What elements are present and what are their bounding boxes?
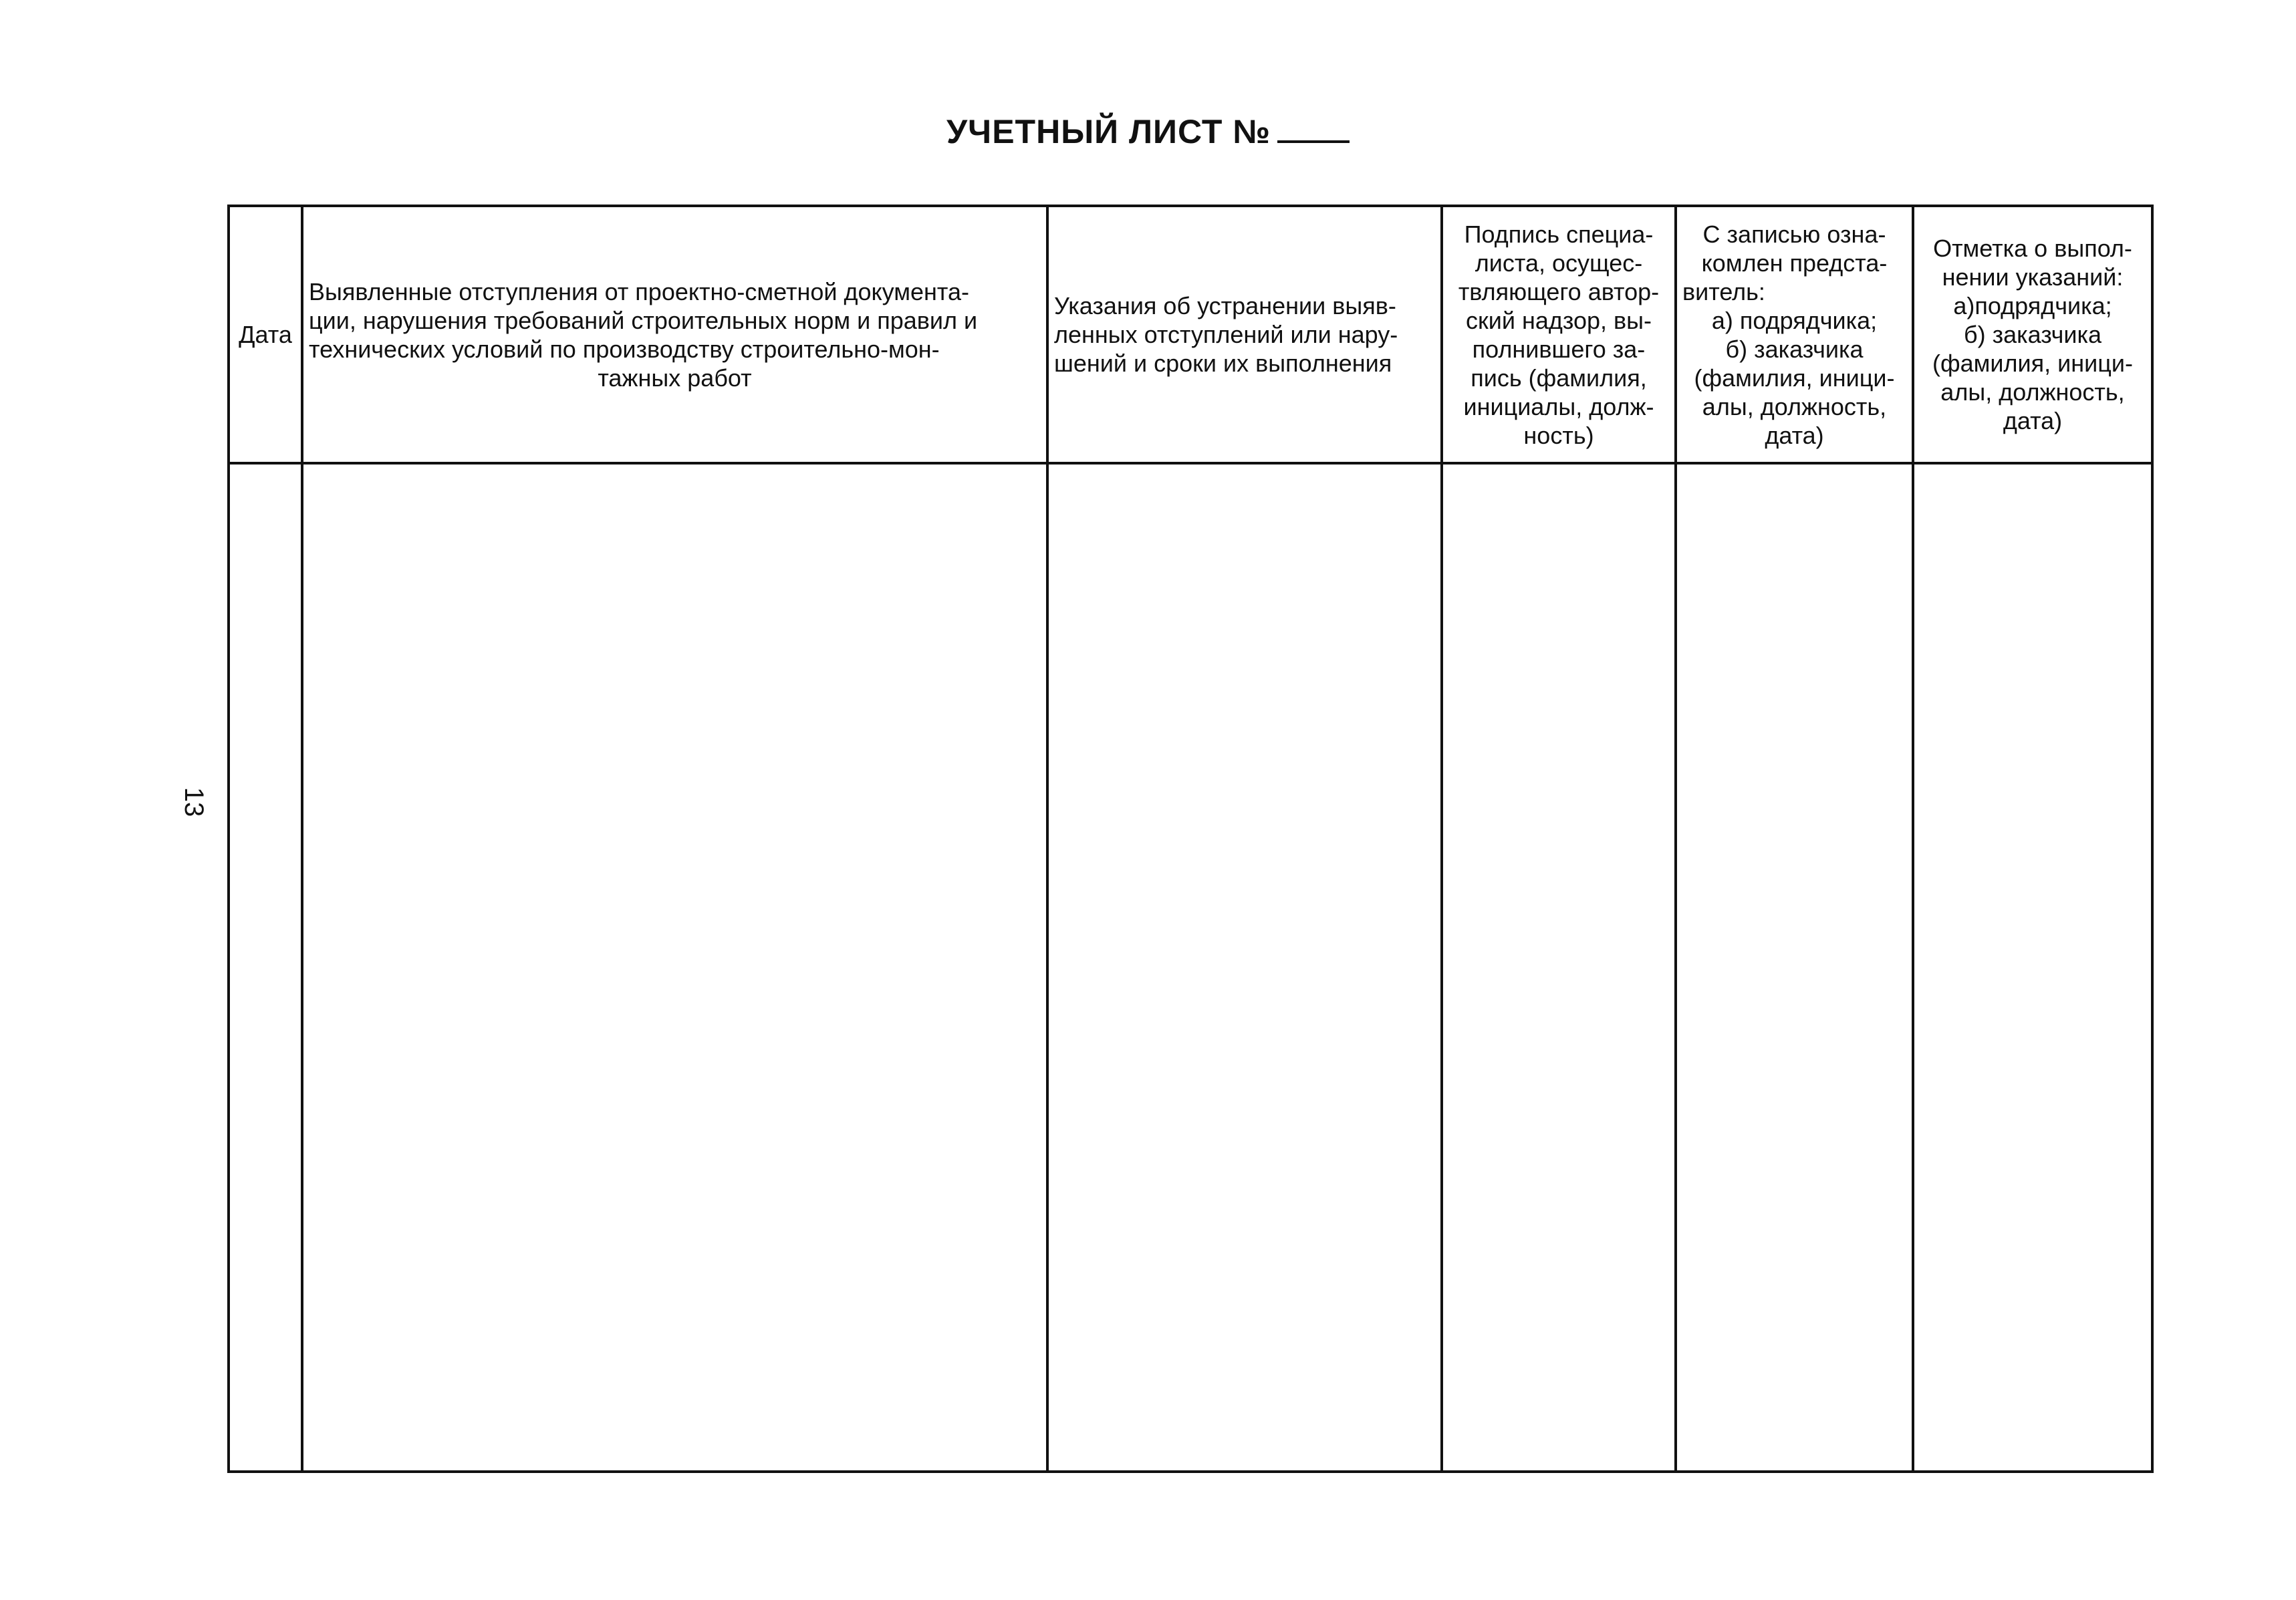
header-completion-line: а)подрядчика; xyxy=(1953,292,2112,319)
header-completion-line: б) заказчика xyxy=(1963,321,2102,348)
header-signature-line: ность) xyxy=(1523,421,1594,449)
header-instructions-line: шений и сроки их выполнения xyxy=(1054,350,1392,377)
cell-completion[interactable] xyxy=(1913,463,2152,1472)
header-acknowledged-line: С записью озна- xyxy=(1702,220,1886,248)
sheet-number-blank xyxy=(1277,114,1350,143)
table-row xyxy=(229,463,2152,1472)
header-deviations-line: технических условий по производству строительно-мон- xyxy=(309,335,940,363)
header-signature-line: Подпись специа- xyxy=(1464,220,1654,248)
header-completion-line: дата) xyxy=(2003,407,2063,434)
header-acknowledged-line: дата) xyxy=(1765,421,1824,449)
page-number: 13 xyxy=(179,787,209,817)
header-deviations-line: тажных работ xyxy=(598,364,752,392)
cell-date[interactable] xyxy=(229,463,302,1472)
header-acknowledged-line: б) заказчика xyxy=(1725,335,1864,363)
header-instructions-line: ленных отступлений или нару- xyxy=(1054,321,1398,348)
header-deviations xyxy=(302,206,1047,463)
header-acknowledged-line: (фамилия, иници- xyxy=(1694,364,1895,392)
cell-deviations[interactable] xyxy=(302,463,1047,1472)
header-acknowledged-line: витель: xyxy=(1682,277,1765,305)
header-instructions-line: Указания об устранении выяв- xyxy=(1054,292,1396,319)
header-signature-line: пись (фамилия, xyxy=(1471,364,1647,392)
header-completion-line: Отметка о выпол- xyxy=(1933,235,2132,262)
cell-acknowledged[interactable] xyxy=(1676,463,1913,1472)
header-completion xyxy=(1913,206,2152,463)
table-header-row xyxy=(229,206,2152,463)
header-instructions xyxy=(1047,206,1442,463)
header-acknowledged-line: комлен предста- xyxy=(1701,249,1888,277)
header-signature-line: инициалы, долж- xyxy=(1463,392,1654,420)
cell-instructions[interactable] xyxy=(1047,463,1442,1472)
header-completion-line: алы, должность, xyxy=(1940,378,2125,406)
header-date xyxy=(229,206,302,463)
header-signature-line: ский надзор, вы- xyxy=(1465,306,1652,334)
header-completion-line: (фамилия, иници- xyxy=(1932,350,2133,377)
page-title xyxy=(0,112,2296,151)
header-date-line: Дата xyxy=(239,321,292,348)
header-signature-line: листа, осущес- xyxy=(1475,249,1643,277)
header-completion-line: нении указаний: xyxy=(1942,263,2124,291)
header-signature-line: твляющего автор- xyxy=(1458,277,1660,305)
header-acknowledged-line: а) подрядчика; xyxy=(1711,306,1878,334)
header-deviations-line: ции, нарушения требований строительных норм и правил и xyxy=(309,306,978,334)
cell-signature[interactable] xyxy=(1442,463,1676,1472)
header-deviations-line: Выявленные отступления от проектно-сметной документа- xyxy=(309,277,969,305)
header-acknowledged-line: алы, должность, xyxy=(1702,392,1887,420)
page-title-text: УЧЕТНЫЙ ЛИСТ № xyxy=(946,113,1271,150)
record-table xyxy=(227,205,2154,1473)
header-signature-line: полнившего за- xyxy=(1472,335,1646,363)
header-signature xyxy=(1442,206,1676,463)
header-acknowledged xyxy=(1676,206,1913,463)
